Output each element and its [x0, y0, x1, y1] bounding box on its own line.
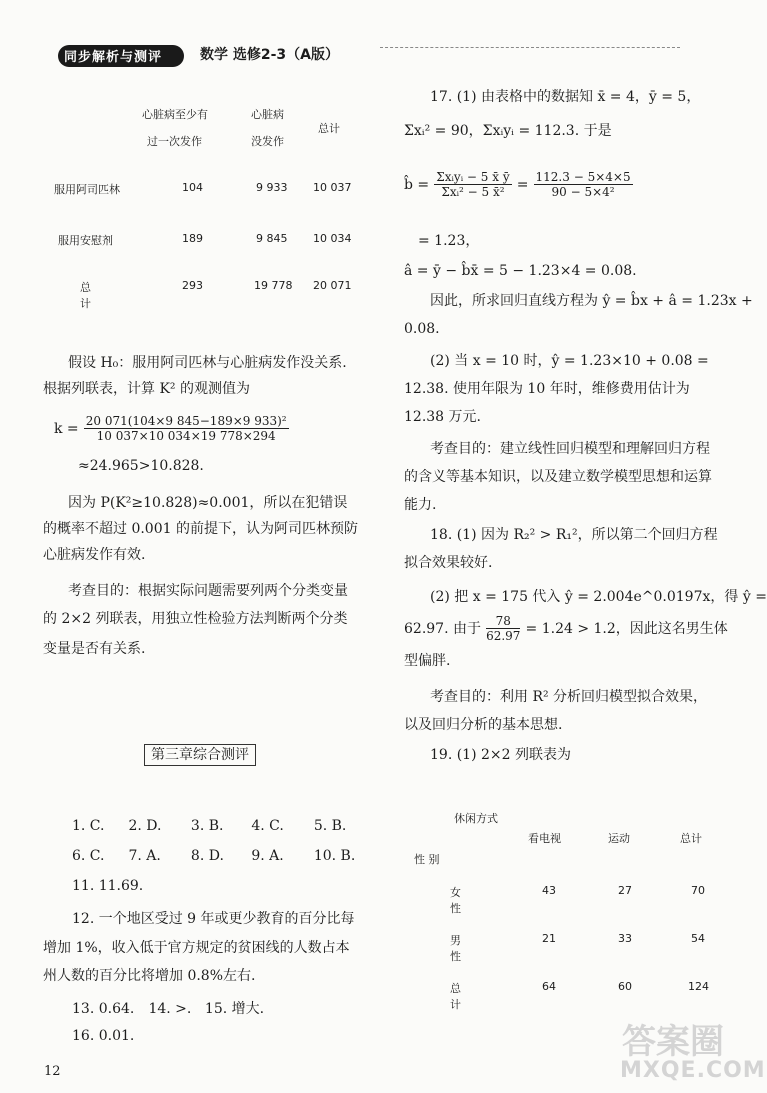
k-formula — [54, 414, 289, 443]
table2-cell: 124 — [688, 980, 709, 993]
table1-cell: 20 071 — [313, 279, 352, 292]
bhat-lhs: b̂ = — [404, 177, 430, 193]
table1-cell: 10 037 — [313, 181, 352, 194]
table1-col3-header: 总计 — [318, 122, 340, 135]
answer-12-2: 增加 1%，收入低于官方规定的贫困线的人数占本 — [43, 940, 350, 956]
header-divider — [380, 47, 680, 48]
q18-line-4 — [404, 614, 728, 643]
k-approx: ≈24.965>10.828. — [78, 458, 204, 474]
page-number: 12 — [44, 1064, 61, 1079]
table2-cell: 60 — [618, 980, 632, 993]
ahat-line: â = ȳ − b̂x̄ = 5 − 1.23×4 = 0.08. — [404, 263, 637, 279]
purpose-text-2: 的 2×2 列联表，用独立性检验方法判断两个分类 — [43, 611, 348, 627]
table2-row-label: 总计 — [450, 982, 461, 1011]
answer-item: 9. A. — [251, 848, 284, 864]
table2-cell: 33 — [618, 932, 632, 945]
answer-item: 4. C. — [251, 818, 284, 834]
q18-purpose-2: 以及回归分析的基本思想. — [404, 717, 563, 733]
table1-cell: 9 933 — [256, 181, 288, 194]
compute-text: 根据列联表，计算 K² 的观测值为 — [43, 381, 250, 397]
answer-item: 2. D. — [128, 818, 162, 834]
bhat-formula — [404, 170, 633, 199]
k-denominator: 10 037×10 034×19 778×294 — [96, 429, 276, 443]
answer-item: 13. 0.64. — [72, 1001, 135, 1017]
q17-line-3: 因此，所求回归直线方程为 ŷ = b̂x + â = 1.23x + — [430, 293, 753, 309]
answer-item: 15. 增大. — [204, 1001, 265, 1017]
header-subject: 数学 选修2-3（A版） — [200, 47, 340, 63]
k-lhs: k = — [54, 421, 79, 437]
conclusion-text-2: 的概率不超过 0.001 的前提下，认为阿司匹林预防 — [43, 521, 358, 537]
q17-line-6: 12.38. 使用年限为 10 年时，维修费用估计为 — [404, 381, 690, 397]
table2-cell: 27 — [618, 884, 632, 897]
table1-cell: 189 — [182, 232, 203, 245]
answer-11: 11. 11.69. — [72, 878, 144, 894]
table1-cell: 19 778 — [254, 279, 293, 292]
q18-denominator: 62.97 — [486, 629, 521, 643]
conclusion-text-3: 心脏病发作有效. — [43, 547, 146, 563]
table2-cell: 54 — [691, 932, 705, 945]
table1-row-label: 总计 — [80, 281, 91, 310]
table2-cell: 43 — [542, 884, 556, 897]
table2-cell: 21 — [542, 932, 556, 945]
q18-fraction — [486, 614, 520, 643]
bhat-fraction — [434, 170, 511, 199]
answer-item: 14. >. — [148, 1001, 192, 1017]
table2-row-label: 女性 — [450, 886, 461, 915]
answer-item: 7. A. — [128, 848, 161, 864]
q17-line-2: Σxᵢ² = 90，Σxᵢyᵢ = 112.3. 于是 — [404, 123, 612, 139]
purpose-text-1: 考查目的：根据实际问题需要列两个分类变量 — [68, 583, 348, 599]
watermark-url: MXQE.COM — [620, 1058, 766, 1083]
q18-line-2: 拟合效果较好. — [404, 555, 493, 571]
hypothesis-text: 假设 H₀：服用阿司匹林与心脏病发作没关系. — [68, 355, 347, 371]
table2-col-header: 运动 — [608, 832, 630, 845]
bhat-eq: = — [516, 177, 529, 193]
bhat-numerator: Σxᵢyᵢ − 5 x̄ ȳ — [436, 170, 510, 184]
q18-line-5: 型偏胖. — [404, 653, 451, 669]
purpose-text-3: 变量是否有关系. — [43, 641, 146, 657]
q17-line-5: (2) 当 x = 10 时，ŷ = 1.23×10 + 0.08 = — [430, 353, 709, 369]
table1-row-label: 服用阿司匹林 — [54, 183, 120, 196]
bhat-denominator-2: 90 − 5×4² — [551, 185, 615, 199]
q18-purpose-1: 考查目的：利用 R² 分析回归模型拟合效果， — [430, 689, 708, 705]
answers-row-1 — [72, 818, 346, 834]
q17-line-4: 0.08. — [404, 321, 440, 337]
answer-item: 10. B. — [313, 848, 356, 864]
answer-12-1: 12. 一个地区受过 9 年或更少教育的百分比每 — [72, 911, 355, 927]
bhat-numerator-2: 112.3 − 5×4×5 — [535, 170, 631, 184]
q17-purpose-1: 考查目的：建立线性回归模型和理解回归方程 — [430, 441, 710, 457]
q18-line-3: (2) 把 x = 175 代入 ŷ = 2.004e^0.0197x，得 ŷ = — [430, 589, 767, 605]
answer-item: 8. D. — [190, 848, 224, 864]
answer-12-3: 州人数的百分比将增加 0.8%左右. — [43, 968, 256, 984]
table1-cell: 10 034 — [313, 232, 352, 245]
q17-purpose-2: 的含义等基本知识，以及建立数学模型思想和运算 — [404, 469, 712, 485]
answer-item: 6. C. — [72, 848, 105, 864]
q18-d2: = 1.24 > 1.2，因此这名男生体 — [525, 621, 728, 637]
answers-row-3 — [72, 998, 264, 1018]
table1-col1-header-2: 过一次发作 — [147, 135, 202, 148]
k-fraction — [84, 414, 289, 443]
bhat-denominator: Σxᵢ² − 5 x̄² — [441, 185, 505, 199]
table1-col1-header: 心脏病至少有 — [142, 108, 208, 121]
q17-line-7: 12.38 万元. — [404, 409, 481, 425]
table1-cell: 104 — [182, 181, 203, 194]
table2-row-label: 男性 — [450, 934, 461, 963]
bhat-value: = 1.23， — [418, 233, 480, 249]
watermark-logo: 答案圈 — [622, 1022, 724, 1062]
answer-item: 3. B. — [190, 818, 224, 834]
q17-purpose-3: 能力. — [404, 497, 437, 513]
section-title: 第三章综合测评 — [144, 744, 256, 766]
table1-row-label: 服用安慰剂 — [58, 234, 113, 247]
table2-col-header: 总计 — [680, 832, 702, 845]
table2-cell: 64 — [542, 980, 556, 993]
answer-16: 16. 0.01. — [72, 1028, 135, 1044]
table2-corner-top: 休闲方式 — [454, 812, 498, 825]
q18-d1: 62.97. 由于 — [404, 621, 481, 637]
table1-cell: 9 845 — [256, 232, 288, 245]
header-banner: 同步解析与测评 — [64, 50, 163, 65]
table1-col2-header-2: 没发作 — [251, 135, 284, 148]
bhat-fraction-2 — [534, 170, 633, 199]
answer-item: 5. B. — [313, 818, 347, 834]
k-numerator: 20 071(104×9 845−189×9 933)² — [85, 414, 287, 428]
conclusion-text-1: 因为 P(K²≥10.828)≈0.001，所以在犯错误 — [68, 495, 348, 511]
table2-cell: 70 — [691, 884, 705, 897]
table1-cell: 293 — [182, 279, 203, 292]
table2-col-header: 看电视 — [528, 832, 561, 845]
table2-corner-bottom: 性 别 — [414, 853, 440, 866]
answers-row-2 — [72, 848, 355, 864]
q19-line-1: 19. (1) 2×2 列联表为 — [430, 747, 571, 763]
table1-col2-header: 心脏病 — [251, 108, 284, 121]
q17-line-1: 17. (1) 由表格中的数据知 x̄ = 4，ȳ = 5， — [430, 89, 701, 105]
q18-numerator: 78 — [486, 614, 520, 629]
q18-line-1: 18. (1) 因为 R₂² > R₁²，所以第二个回归方程 — [430, 527, 718, 543]
answer-item: 1. C. — [72, 818, 105, 834]
section-title-box — [144, 744, 256, 764]
